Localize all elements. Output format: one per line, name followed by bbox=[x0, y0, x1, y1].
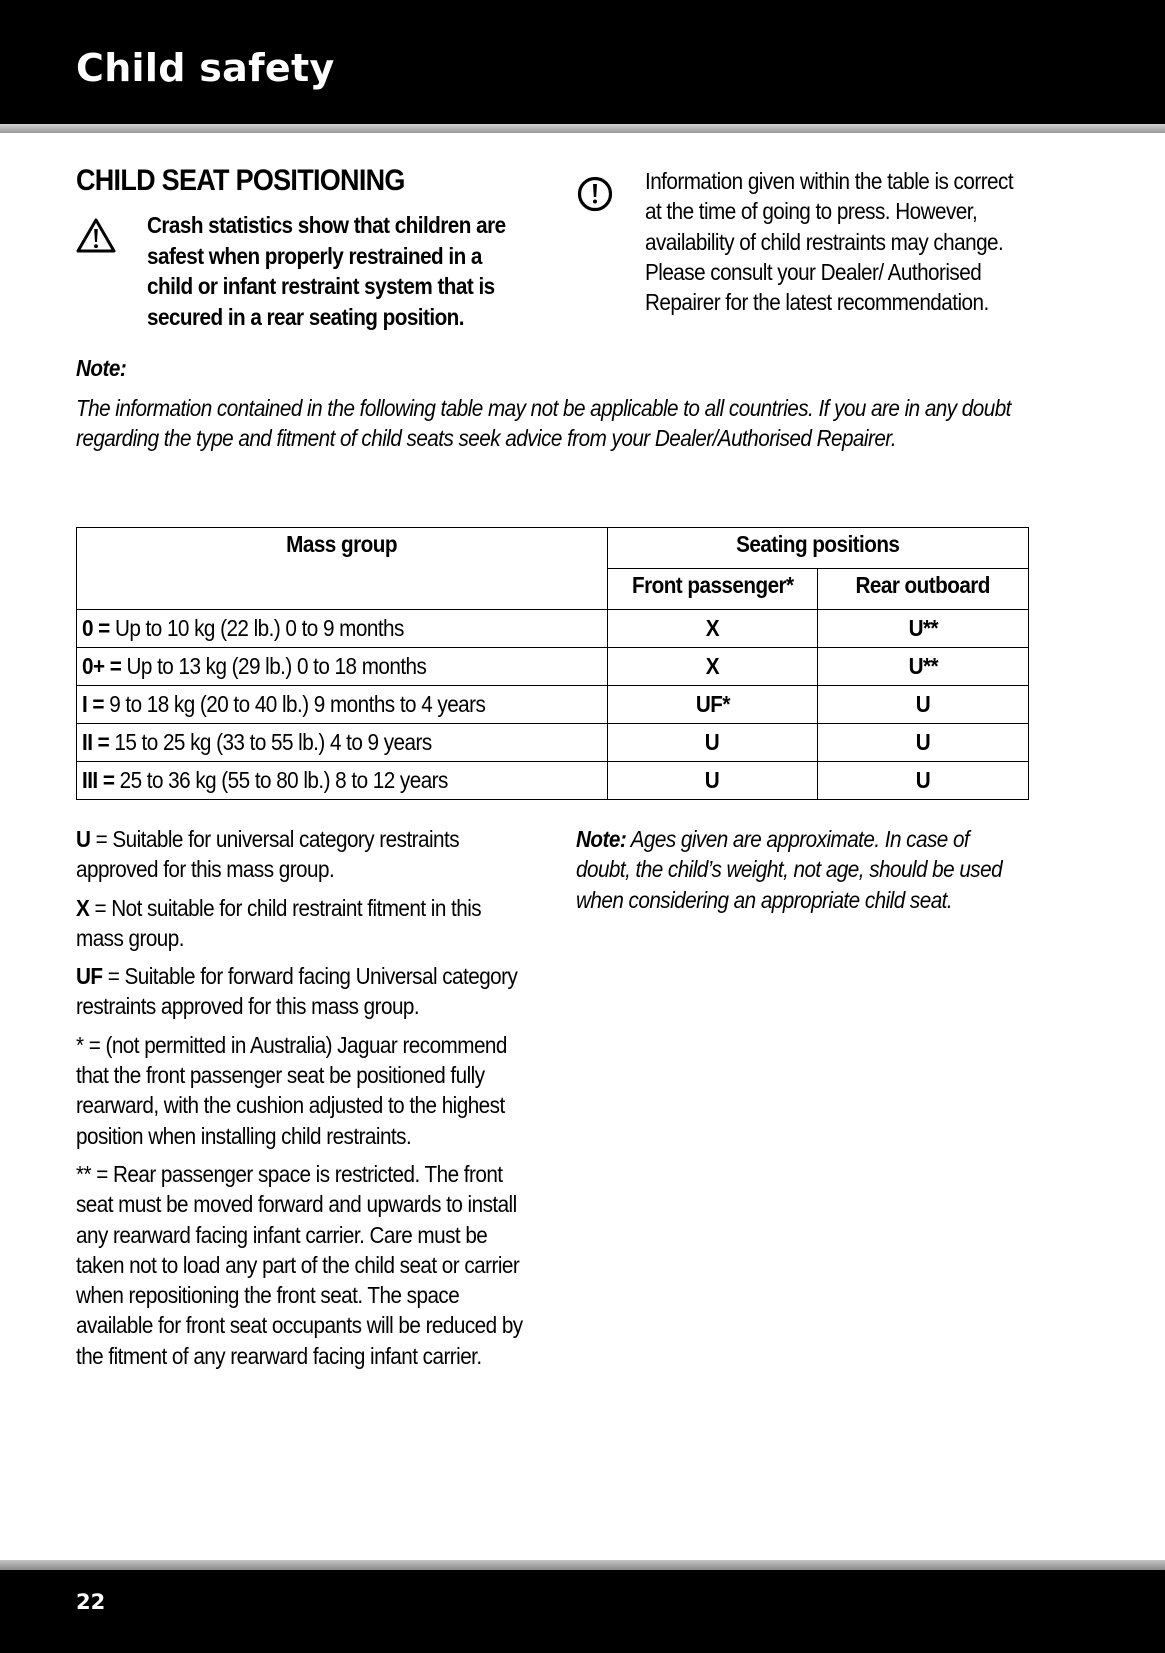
mass-group-cell: 0+ = Up to 13 kg (29 lb.) 0 to 18 months bbox=[77, 648, 608, 686]
legend-item-single-asterisk: * = (not permitted in Australia) Jaguar recommend that the front passenger seat be positioned fully rearward, with the cushion adjusted to the highest position when installing child restraints. bbox=[76, 1031, 507, 1149]
note-label: Note: bbox=[76, 355, 127, 381]
header-mass-group: Mass group bbox=[77, 528, 608, 610]
mass-group-cell: III = 25 to 36 kg (55 to 80 lb.) 8 to 12 years bbox=[77, 762, 608, 800]
legend-item-u: U = Suitable for universal category restraints approved for this mass group. bbox=[76, 826, 460, 883]
legend-item-x: X = Not suitable for child restraint fitment in this mass group. bbox=[76, 894, 482, 951]
table-row bbox=[77, 686, 1029, 724]
rear-cell: U bbox=[818, 686, 1029, 724]
table-row bbox=[77, 610, 1029, 648]
page-header-title: Child safety bbox=[76, 46, 335, 90]
rear-cell: U** bbox=[818, 648, 1029, 686]
header-rear-outboard: Rear outboard bbox=[818, 569, 1029, 610]
front-cell: U bbox=[607, 762, 818, 800]
footer-divider bbox=[0, 1560, 1165, 1570]
child-seat-table bbox=[76, 527, 1029, 800]
rear-cell: U bbox=[818, 724, 1029, 762]
warning-text: Crash statistics show that children are safest when properly restrained in a child or infant restraint system that is secured in a rear seating position. bbox=[147, 212, 506, 330]
footer-bar bbox=[0, 1570, 1165, 1653]
warning-triangle-icon bbox=[76, 218, 116, 254]
header-divider bbox=[0, 124, 1165, 133]
header-bar bbox=[0, 0, 1165, 124]
legend-item-double-asterisk: ** = Rear passenger space is restricted. The front seat must be moved forward and upwards to install any rearward facing infant carrier. Care must be taken not to load any part of the child seat or carrier when repositioning the front seat. The space available for front seat occupants will be reduced by the fitment of any rearward facing infant carrier. bbox=[76, 1160, 523, 1369]
age-note-label: Note: bbox=[576, 826, 627, 852]
page-number: 22 bbox=[76, 1590, 106, 1614]
age-note bbox=[576, 824, 1017, 915]
mass-group-cell: I = 9 to 18 kg (20 to 40 lb.) 9 months to 4 years bbox=[77, 686, 608, 724]
mass-group-cell: 0 = Up to 10 kg (22 lb.) 0 to 9 months bbox=[77, 610, 608, 648]
table-row bbox=[77, 724, 1029, 762]
section-title: CHILD SEAT POSITIONING bbox=[76, 164, 405, 197]
rear-cell: U bbox=[818, 762, 1029, 800]
mass-group-cell: II = 15 to 25 kg (33 to 55 lb.) 4 to 9 years bbox=[77, 724, 608, 762]
legend-item-uf: UF = Suitable for forward facing Universal category restraints approved for this mass group. bbox=[76, 963, 518, 1020]
header-seating-positions: Seating positions bbox=[607, 528, 1028, 569]
info-text: Information given within the table is correct at the time of going to press. However, availability of child restraints may change. Please consult your Dealer/ Authorised Repairer for the latest recommendation. bbox=[645, 168, 1014, 316]
legend bbox=[76, 824, 526, 1379]
table-row bbox=[77, 762, 1029, 800]
note-text: The information contained in the following table may not be applicable to all countries. If you are in any doubt regarding the type and fitment of child seats seek advice from your Dealer/Authorised Repairer. bbox=[76, 395, 1011, 452]
front-cell: X bbox=[607, 610, 818, 648]
table-row bbox=[77, 648, 1029, 686]
front-cell: X bbox=[607, 648, 818, 686]
age-note-text: Ages given are approximate. In case of doubt, the child’s weight, not age, should be used when considering an appropriate child seat. bbox=[576, 826, 1003, 913]
exclamation-circle-icon bbox=[577, 176, 613, 212]
rear-cell: U** bbox=[818, 610, 1029, 648]
header-front-passenger: Front passenger* bbox=[607, 569, 818, 610]
front-cell: UF* bbox=[607, 686, 818, 724]
front-cell: U bbox=[607, 724, 818, 762]
